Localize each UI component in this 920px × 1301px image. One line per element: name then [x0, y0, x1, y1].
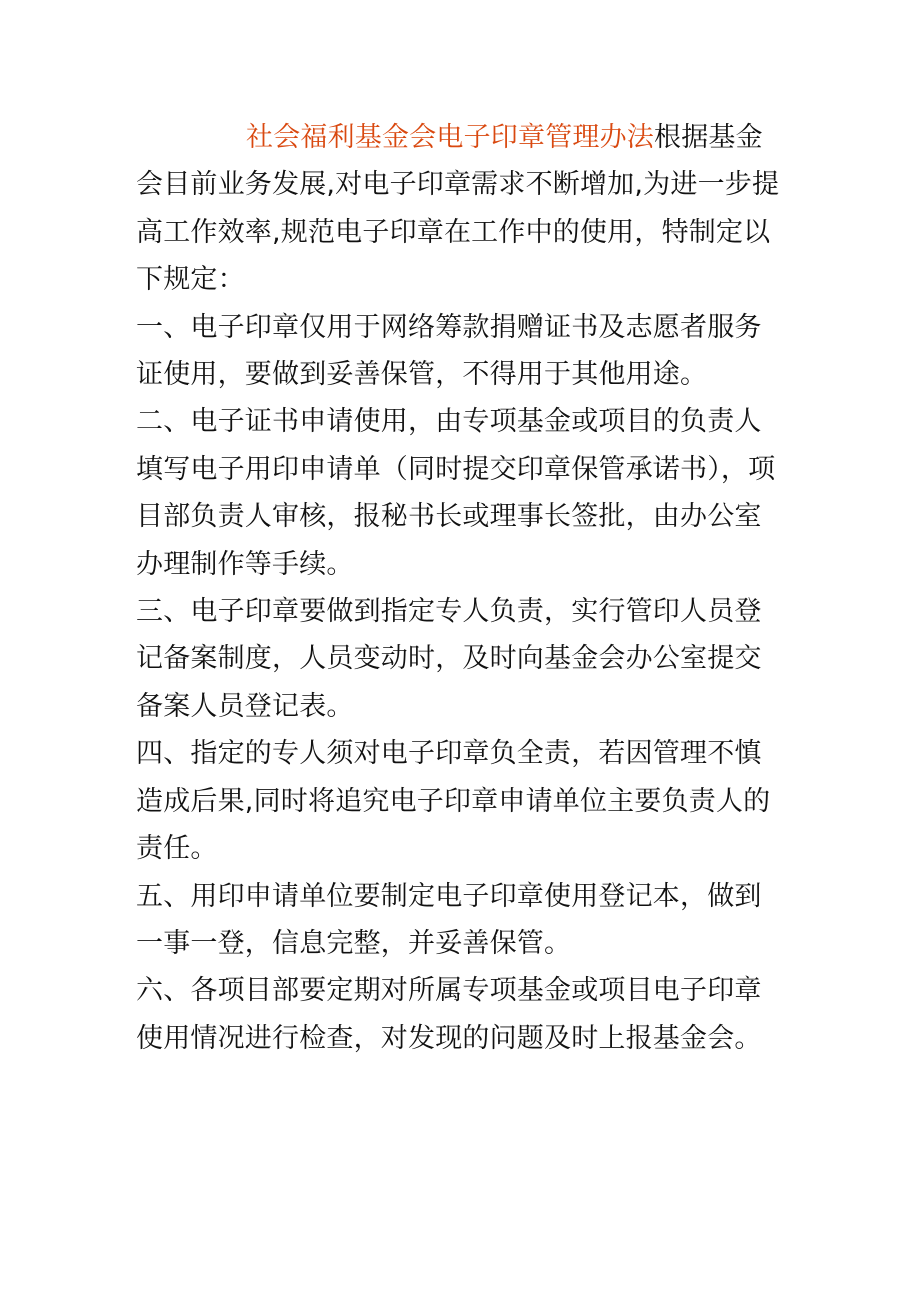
- rule-item-4: 四、指定的专人须对电子印章负全责，若因管理不慎造成后果,同时将追究电子印章申请单位主要负责人的责任。: [136, 738, 771, 865]
- document-body: [136, 114, 786, 1062]
- document-title: 社会福利基金会电子印章管理办法: [246, 122, 654, 153]
- rule-item-1: 一、电子印章仅用于网络筹款捐赠证书及志愿者服务证使用，要做到妥善保管，不得用于其他用途。: [136, 311, 762, 391]
- rule-item-5: 五、用印申请单位要制定电子印章使用登记本，做到一事一登，信息完整，并妥善保管。: [136, 880, 762, 959]
- intro-text: 根据基金会目前业务发展,对电子印章需求不断增加,为进一步提高工作效率,规范电子印章在工作中的使用，特制定以下规定：: [136, 122, 780, 296]
- intro-paragraph: [136, 114, 786, 304]
- rule-item-3: 三、电子印章要做到指定专人负责，实行管印人员登记备案制度，人员变动时，及时向基金会办公室提交备案人员登记表。: [136, 596, 762, 722]
- rule-item-2: 二、电子证书申请使用，由专项基金或项目的负责人填写电子用印申请单（同时提交印章保管承诺书），项目部负责人审核，报秘书长或理事长签批，由办公室办理制作等手续。: [136, 406, 776, 580]
- rule-item-6: 六、各项目部要定期对所属专项基金或项目电子印章使用情况进行检查，对发现的问题及时上报基金会。: [136, 975, 762, 1054]
